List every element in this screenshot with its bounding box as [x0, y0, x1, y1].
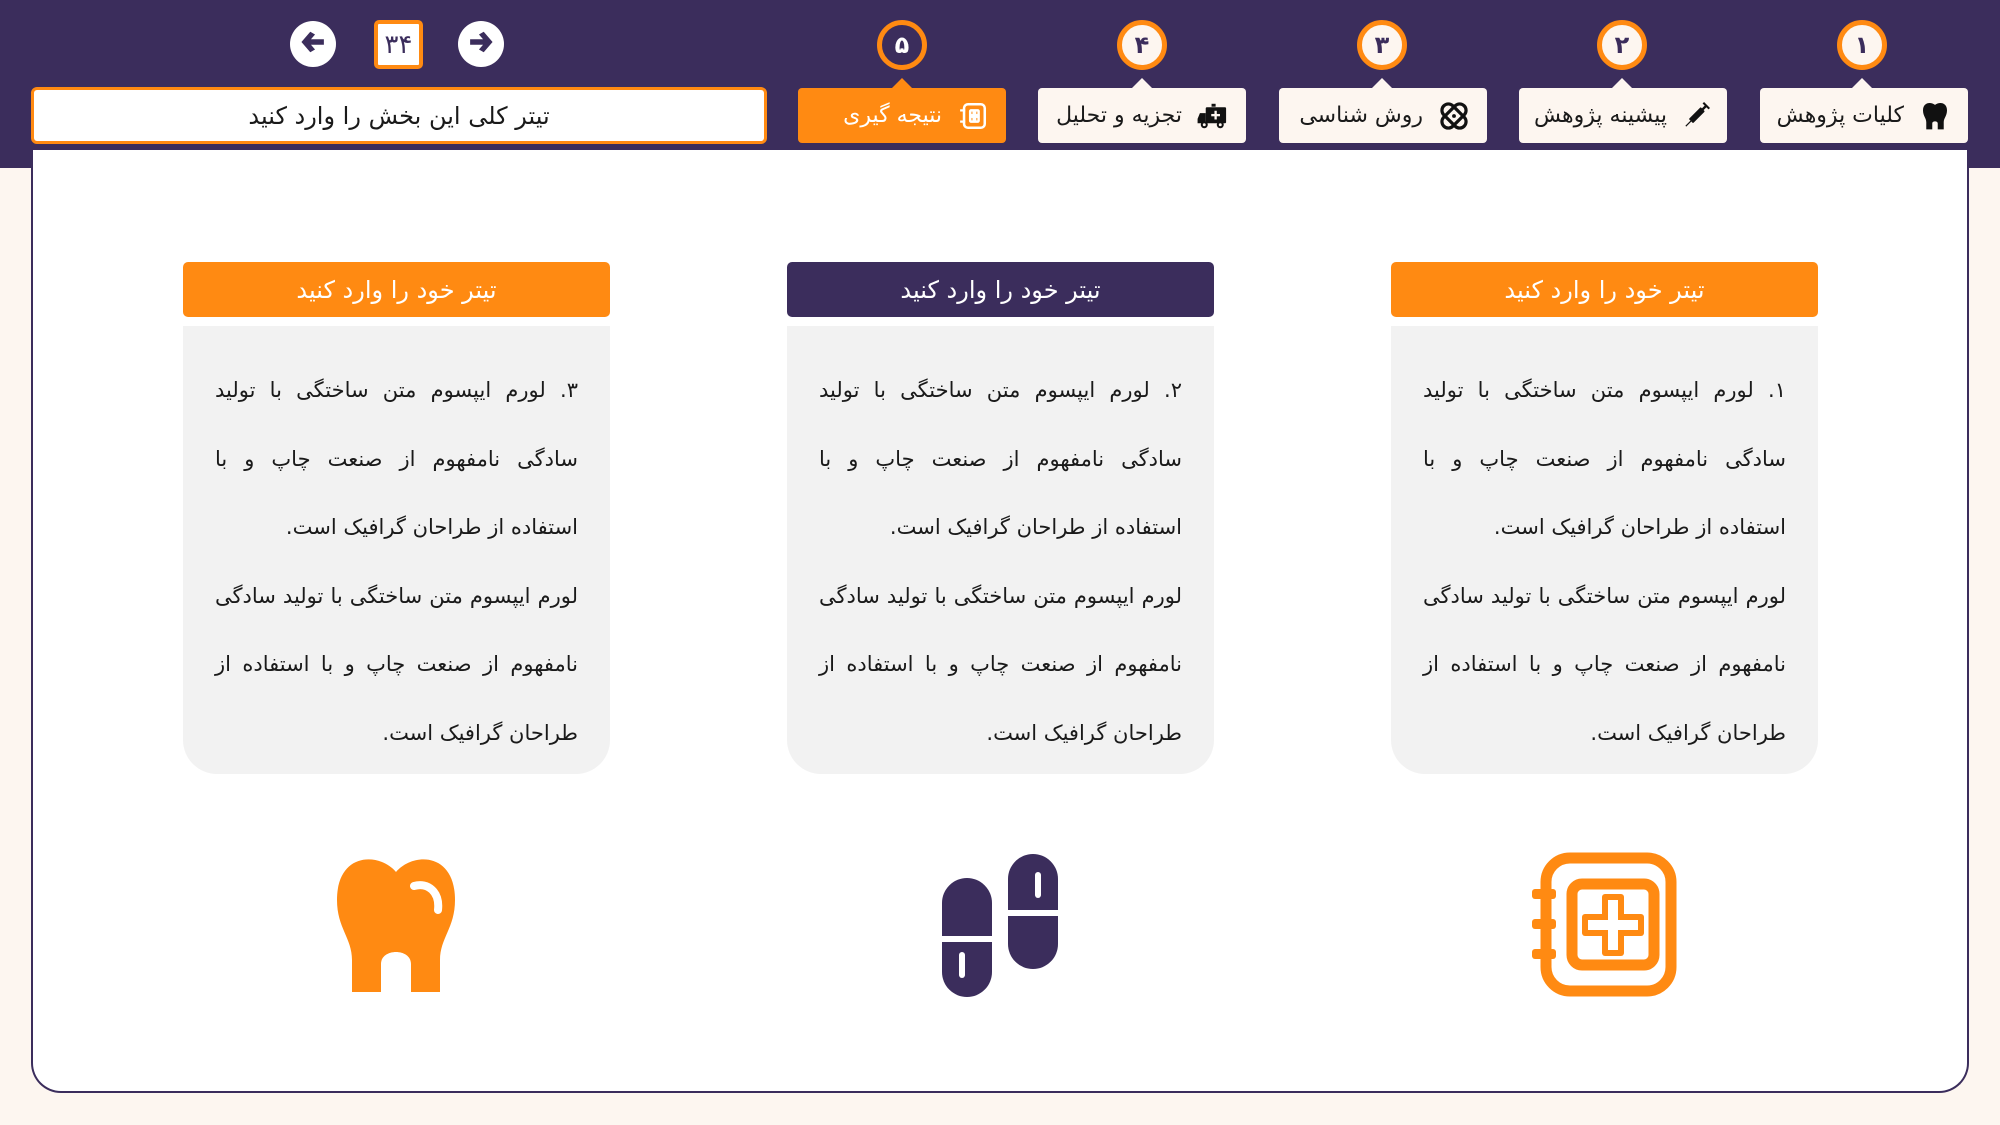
card-3-paragraph-2: لورم ایپسوم متن ساختگی با تولید سادگی نامفهوم از صنعت چاپ و با استفاده از طراحان گرافیک است.: [215, 583, 578, 745]
card-2-paragraph-1: ۲. لورم ایپسوم متن ساختگی با تولید سادگی نامفهوم از صنعت چاپ و با استفاده از طراحان گرافیک است.: [819, 378, 1182, 539]
medical-notebook-icon: [1532, 852, 1677, 997]
step-number-2: ۲: [1597, 20, 1647, 70]
arrow-left-icon: [296, 25, 330, 63]
page-number: ۳۴: [374, 20, 423, 69]
tooth-icon: [1918, 99, 1952, 133]
step-tab-3[interactable]: [1279, 88, 1487, 143]
step-tab-1[interactable]: [1760, 88, 1968, 143]
step-tab-label: کلیات پژوهش: [1776, 103, 1904, 128]
bandage-icon: [1437, 99, 1471, 133]
card-2-paragraph-2: لورم ایپسوم متن ساختگی با تولید سادگی نامفهوم از صنعت چاپ و با استفاده از طراحان گرافیک است.: [819, 583, 1182, 745]
tooth-icon: [324, 852, 469, 997]
step-tab-2[interactable]: [1519, 88, 1727, 143]
step-tab-label: تجزیه و تحلیل: [1056, 103, 1182, 128]
step-number-4: ۴: [1117, 20, 1167, 70]
step-tab-label: روش شناسی: [1299, 103, 1423, 128]
card-3-title[interactable]: تیتر خود را وارد کنید: [183, 262, 610, 317]
card-3-paragraph-1: ۳. لورم ایپسوم متن ساختگی با تولید سادگی نامفهوم از صنعت چاپ و با استفاده از طراحان گرافیک است.: [215, 378, 578, 539]
card-3-body: [183, 326, 610, 774]
previous-button[interactable]: [290, 21, 336, 67]
next-button[interactable]: [458, 21, 504, 67]
step-number-3: ۳: [1357, 20, 1407, 70]
syringe-icon: [1681, 99, 1711, 133]
arrow-right-icon: [464, 25, 498, 63]
card-1-paragraph-1: ۱. لورم ایپسوم متن ساختگی با تولید سادگی نامفهوم از صنعت چاپ و با استفاده از طراحان گرافیک است.: [1423, 378, 1786, 539]
pills-icon: [928, 852, 1073, 997]
section-title-input[interactable]: تیتر کلی این بخش را وارد کنید: [31, 87, 767, 144]
step-tab-4[interactable]: [1038, 88, 1246, 143]
step-tab-label: نتیجه گیری: [843, 103, 942, 128]
medical-notebook-icon: [956, 99, 990, 133]
card-2-title[interactable]: تیتر خود را وارد کنید: [787, 262, 1214, 317]
step-tab-label: پیشینه پژوهش: [1534, 103, 1667, 128]
card-1-title[interactable]: تیتر خود را وارد کنید: [1391, 262, 1818, 317]
card-1-paragraph-2: لورم ایپسوم متن ساختگی با تولید سادگی نامفهوم از صنعت چاپ و با استفاده از طراحان گرافیک است.: [1423, 583, 1786, 745]
step-tab-5[interactable]: [798, 88, 1006, 143]
step-number-5: ۵: [877, 20, 927, 70]
card-1-body: [1391, 326, 1818, 774]
step-number-1: ۱: [1837, 20, 1887, 70]
card-2-body: [787, 326, 1214, 774]
ambulance-icon: [1196, 99, 1230, 133]
